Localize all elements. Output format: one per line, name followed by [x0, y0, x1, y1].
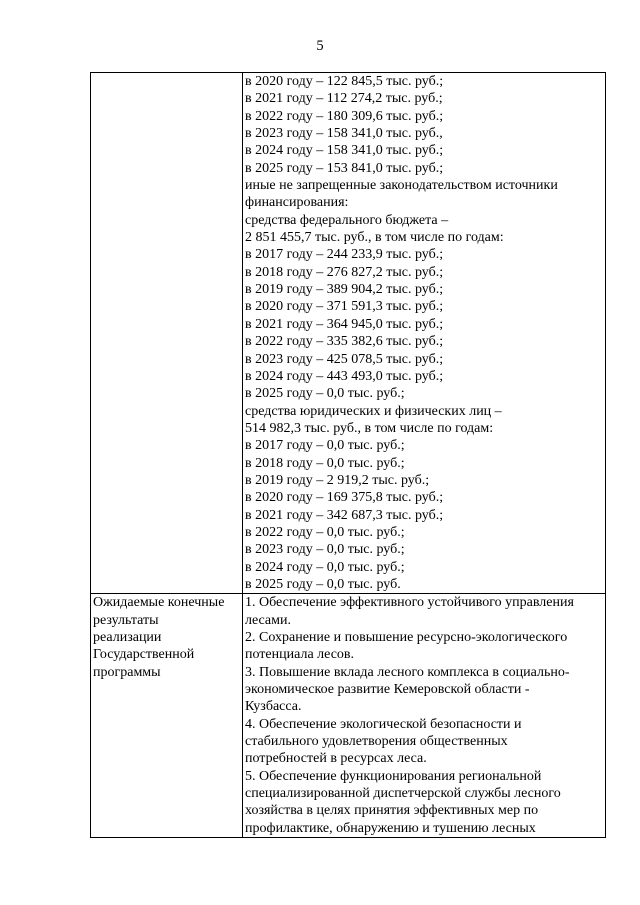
- financing-line: в 2024 году – 158 341,0 тыс. руб.;: [245, 143, 444, 159]
- financing-line: в 2025 году – 153 841,0 тыс. руб.;: [245, 160, 444, 176]
- label-line: Государственной: [93, 647, 195, 663]
- result-line: хозяйства в целях принятия эффективных мер по: [245, 803, 539, 819]
- result-line: 4. Обеспечение экологической безопасности и: [245, 716, 522, 732]
- financing-line: в 2022 году – 180 309,6 тыс. руб.;: [245, 108, 444, 124]
- financing-line: в 2019 году – 389 904,2 тыс. руб.;: [245, 282, 444, 298]
- financing-line: в 2017 году – 0,0 тыс. руб.;: [245, 438, 405, 454]
- financing-line: в 2025 году – 0,0 тыс. руб.: [245, 576, 401, 592]
- financing-line: в 2022 году – 335 382,6 тыс. руб.;: [245, 334, 444, 350]
- financing-line: финансирования:: [245, 195, 349, 211]
- result-line: 2. Сохранение и повышение ресурсно-экологического: [245, 630, 568, 645]
- empty-label-cell: [91, 73, 243, 594]
- result-line: 5. Обеспечение функционирования региональной: [245, 768, 542, 784]
- financing-line: в 2020 году – 122 845,5 тыс. руб.;: [245, 74, 444, 89]
- result-line: потенциала лесов.: [245, 647, 355, 663]
- table-row: [91, 73, 606, 594]
- financing-line: в 2024 году – 443 493,0 тыс. руб.;: [245, 368, 444, 384]
- financing-line: в 2020 году – 169 375,8 тыс. руб.;: [245, 490, 444, 506]
- label-line: реализации: [93, 630, 162, 645]
- result-line: экономическое развитие Кемеровской области -: [245, 682, 530, 698]
- table-row: [91, 594, 606, 838]
- financing-line: в 2019 году – 2 919,2 тыс. руб.;: [245, 472, 430, 488]
- financing-line: 514 982,3 тыс. руб., в том числе по годам:: [245, 420, 494, 436]
- financing-line: средства юридических и физических лиц –: [245, 403, 502, 419]
- financing-line: в 2021 году – 364 945,0 тыс. руб.;: [245, 316, 444, 332]
- financing-line: иные не запрещенные законодательством источники: [245, 178, 558, 194]
- financing-line: в 2021 году – 112 274,2 тыс. руб.;: [245, 91, 443, 107]
- result-line: стабильного удовлетворения общественных: [245, 734, 508, 750]
- program-passport-table: [90, 72, 606, 838]
- result-line: лесами.: [245, 612, 291, 628]
- financing-line: 2 851 455,7 тыс. руб., в том числе по годам:: [245, 230, 504, 246]
- financing-line: в 2020 году – 371 591,3 тыс. руб.;: [245, 299, 444, 315]
- financing-line: в 2025 году – 0,0 тыс. руб.;: [245, 386, 405, 402]
- financing-line: в 2017 году – 244 233,9 тыс. руб.;: [245, 247, 444, 263]
- financing-line: в 2022 году – 0,0 тыс. руб.;: [245, 524, 405, 540]
- financing-cell: [243, 73, 606, 594]
- result-line: специализированной диспетчерской службы лесного: [245, 786, 561, 802]
- label-line: программы: [93, 664, 161, 680]
- financing-line: в 2023 году – 158 341,0 тыс. руб.,: [245, 126, 443, 142]
- result-line: Кузбасса.: [245, 699, 302, 715]
- financing-line: в 2018 году – 0,0 тыс. руб.;: [245, 455, 405, 471]
- financing-line: в 2023 году – 0,0 тыс. руб.;: [245, 542, 405, 558]
- expected-results-label-cell: [91, 594, 243, 838]
- label-line: результаты: [93, 612, 159, 628]
- financing-line: в 2021 году – 342 687,3 тыс. руб.;: [245, 507, 444, 523]
- result-line: потребностей в ресурсах леса.: [245, 751, 427, 767]
- financing-line: средства федерального бюджета –: [245, 212, 449, 228]
- financing-line: в 2018 году – 276 827,2 тыс. руб.;: [245, 264, 444, 280]
- page-number: 5: [316, 38, 324, 54]
- label-line: Ожидаемые конечные: [93, 595, 225, 611]
- expected-results-cell: [243, 594, 606, 838]
- financing-line: в 2024 году – 0,0 тыс. руб.;: [245, 559, 405, 575]
- result-line: 3. Повышение вклада лесного комплекса в социально-: [245, 664, 570, 680]
- result-line: профилактике, обнаружению и тушению лесных: [245, 820, 536, 836]
- financing-line: в 2023 году – 425 078,5 тыс. руб.;: [245, 351, 444, 367]
- result-line: 1. Обеспечение эффективного устойчивого управления: [245, 595, 574, 611]
